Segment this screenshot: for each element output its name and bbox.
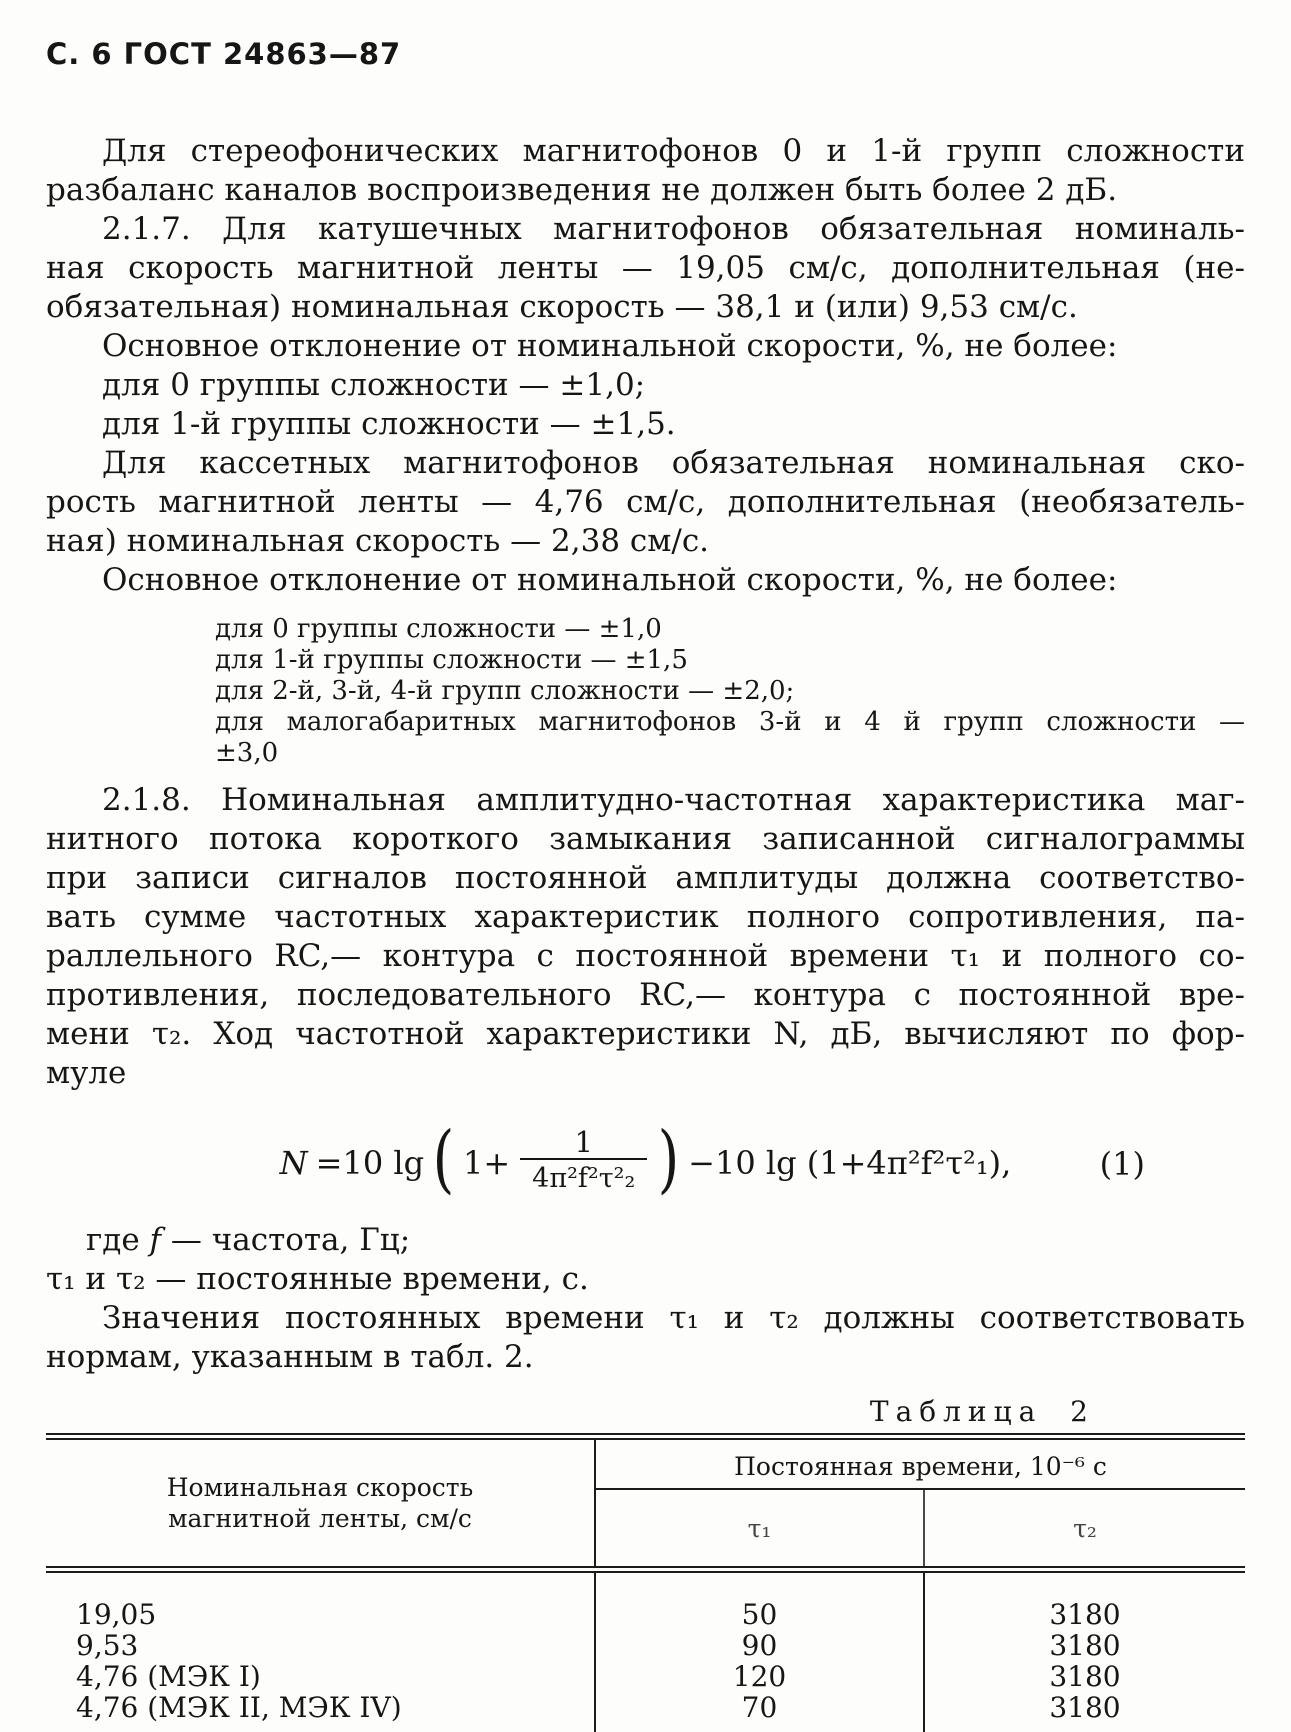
formula-fraction xyxy=(520,1126,647,1196)
cell-tau2: 3180 xyxy=(1049,1691,1121,1724)
table-row xyxy=(46,1692,1245,1723)
document-body xyxy=(46,132,1245,1732)
paragraph-line: Основное отклонение от номинальной скорости, %, не более: xyxy=(102,328,1118,364)
column-header-time-constant: Постоянная времени, 10⁻⁶ с xyxy=(596,1440,1245,1490)
cell-tau2: 3180 xyxy=(1049,1629,1121,1662)
cell-tau1: 50 xyxy=(596,1573,925,1630)
list-line: для 1-й группы сложности — ±1,5. xyxy=(102,406,676,442)
paragraph-line: противления, последовательного RC,— контура с постоянной вре- xyxy=(46,977,1245,1013)
column-header-speed: Номинальная скорость магнитной ленты, см/с xyxy=(46,1440,596,1566)
formula-tail: −10 lg (1+4π²f²τ²₁), xyxy=(688,1144,1012,1182)
paragraph-line: Для кассетных магнитофонов обязательная номинальная ско- xyxy=(102,445,1245,481)
paragraph-line: 2.1.7. Для катушечных магнитофонов обязательная номиналь- xyxy=(102,211,1245,247)
paragraph-line: обязательная) номинальная скорость — 38,1 и (или) 9,53 см/с. xyxy=(46,289,1078,325)
where-line: τ₁ и τ₂ — постоянные времени, с. xyxy=(46,1261,589,1297)
list-item: для 0 группы сложности — ±1,0 xyxy=(215,614,662,644)
table-header-rule xyxy=(46,1566,1245,1573)
cell-speed: 9,53 xyxy=(46,1630,596,1661)
paragraph-line: ная) номинальная скорость — 2,38 см/с. xyxy=(46,523,710,559)
paragraph-line: Для стереофонических магнитофонов 0 и 1-й групп сложности xyxy=(102,133,1245,169)
paragraph-line: рость магнитной ленты — 4,76 см/с, дополнительная (необязатель- xyxy=(46,484,1245,520)
formula-number: (1) xyxy=(1099,1145,1145,1183)
list-item: для малогабаритных магнитофонов 3-й и 4 й групп сложности — xyxy=(215,707,1245,737)
table-header xyxy=(46,1440,1245,1566)
fraction-numerator: 1 xyxy=(574,1125,593,1159)
paragraph-line: при записи сигналов постоянной амплитуды должна соответство- xyxy=(46,860,1245,896)
cell-speed: 4,76 (МЭК II, МЭК IV) xyxy=(46,1692,596,1723)
cell-tau1: 70 xyxy=(596,1692,925,1723)
paragraph-line: мени τ₂. Ход частотной характеристики N, дБ, вычисляют по фор- xyxy=(46,1016,1245,1052)
paragraph-line: ная скорость магнитной ленты — 19,05 см/с, дополнительная (не- xyxy=(46,250,1245,286)
table-row xyxy=(46,1630,1245,1661)
list-item: ±3,0 xyxy=(215,738,279,768)
cell-speed: 4,76 (МЭК I) xyxy=(46,1661,596,1692)
paragraph-line: вать сумме частотных характеристик полного сопротивления, па- xyxy=(46,899,1245,935)
list-item: для 2-й, 3-й, 4-й групп сложности — ±2,0; xyxy=(215,676,795,706)
paragraph-line: 2.1.8. Номинальная амплитудно-частотная характеристика маг- xyxy=(102,782,1245,818)
cell-speed: 19,05 xyxy=(46,1573,596,1630)
column-header-tau1: τ₁ xyxy=(596,1490,925,1566)
paragraph-line: раллельного RC,— контура с постоянной времени τ₁ и полного со- xyxy=(46,938,1245,974)
table-body xyxy=(46,1573,1245,1732)
table-top-rule xyxy=(46,1433,1245,1440)
paragraph-line: Значения постоянных времени τ₁ и τ₂ должны соответствовать xyxy=(102,1300,1245,1336)
formula-1: N =10 lg ( 1+ $\frac{1}{\text{4π²f²τ²₂}}$ ) −10 lg (1+4π²f²τ²₁), (1) xyxy=(279,1116,1145,1202)
paragraph-line: разбаланс каналов воспроизведения не должен быть более 2 дБ. xyxy=(46,172,1118,208)
cell-tau2: 3180 xyxy=(1049,1660,1121,1693)
table-row xyxy=(46,1661,1245,1692)
formula-n: N xyxy=(279,1144,308,1182)
where-intro: где xyxy=(86,1222,140,1258)
where-f-symbol: f xyxy=(149,1222,162,1258)
tolerance-list xyxy=(215,614,1245,769)
cell-tau1: 120 xyxy=(596,1661,925,1692)
list-line: для 0 группы сложности — ±1,0; xyxy=(102,367,646,403)
paragraph-line: муле xyxy=(46,1055,127,1091)
page-header: С. 6 ГОСТ 24863—87 xyxy=(46,37,402,71)
column-header-tau2: τ₂ xyxy=(1073,1513,1097,1543)
paragraph-line: Основное отклонение от номинальной скорости, %, не более: xyxy=(102,562,1118,598)
formula-one-plus: 1+ xyxy=(462,1144,511,1182)
cell-tau2: 3180 xyxy=(1049,1598,1121,1631)
paragraph-line: нитного потока короткого замыкания записанной сигналограммы xyxy=(46,821,1245,857)
fraction-denominator: 4π²f²τ²₂ xyxy=(520,1158,647,1196)
table-row xyxy=(46,1573,1245,1630)
formula-eq: =10 lg xyxy=(315,1144,425,1182)
where-f-definition: — частота, Гц; xyxy=(170,1222,411,1258)
cell-tau1: 90 xyxy=(596,1630,925,1661)
list-item: для 1-й группы сложности — ±1,5 xyxy=(215,645,688,675)
paragraph-line: нормам, указанным в табл. 2. xyxy=(46,1339,534,1375)
table-row-filler xyxy=(46,1723,1245,1732)
where-line xyxy=(46,1221,1245,1260)
table-caption: Таблица 2 xyxy=(869,1395,1095,1428)
